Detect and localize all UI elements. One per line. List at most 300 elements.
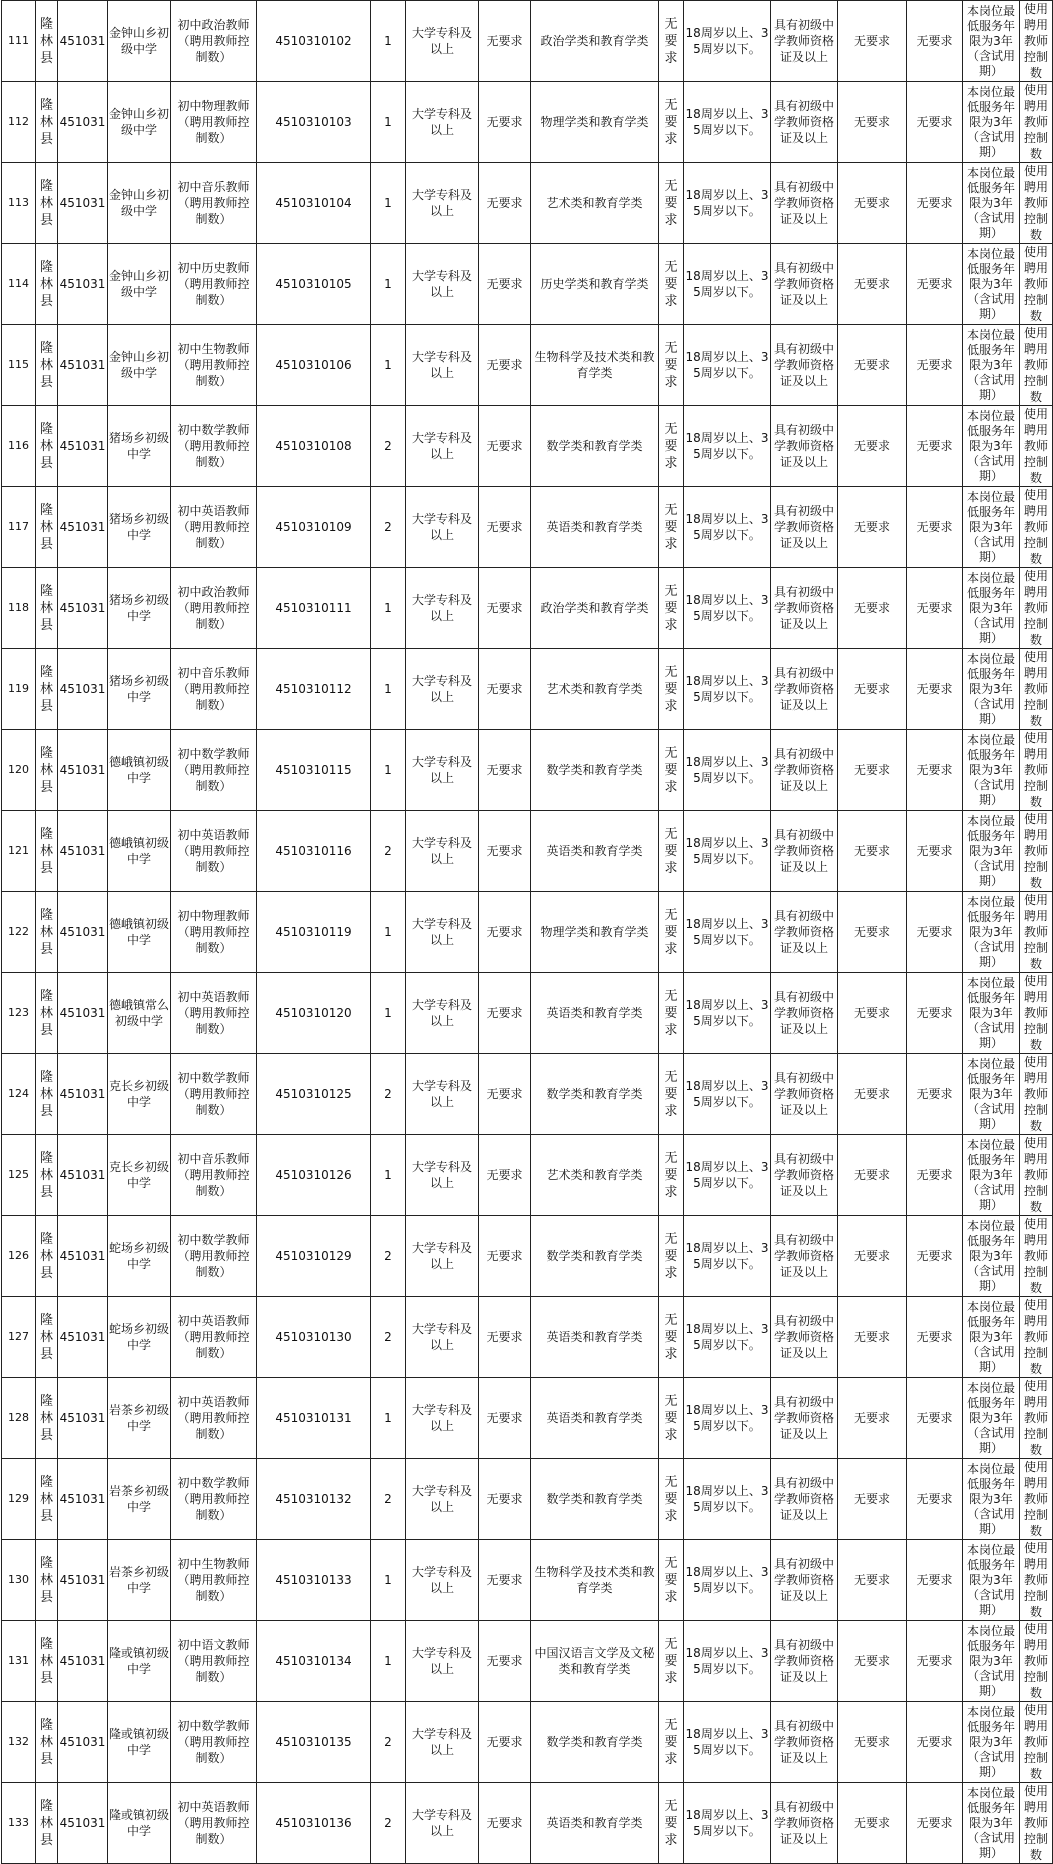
table-body: [2, 1, 1053, 1864]
post-code-cell: 4510310104: [257, 163, 371, 244]
service-years-cell: 本岗位最低服务年限为3年（含试用期）: [963, 568, 1020, 649]
table-row: [2, 1783, 1053, 1864]
experience-cell: 无要求: [838, 1054, 907, 1135]
certificate-cell: 具有初级中学教师资格证及以上: [771, 163, 838, 244]
age-cell: 18周岁以上、35周岁以下。: [684, 1297, 771, 1378]
education-cell: 大学专科及以上: [406, 1459, 479, 1540]
count-cell: 2: [371, 1783, 406, 1864]
age-cell: 18周岁以上、35周岁以下。: [684, 568, 771, 649]
unit-cell: 德峨镇初级中学: [108, 730, 171, 811]
table-row: [2, 1702, 1053, 1783]
service-years-cell: 本岗位最低服务年限为3年（含试用期）: [963, 973, 1020, 1054]
political-cell: 无要求: [659, 1, 684, 82]
education-cell: 大学专科及以上: [406, 730, 479, 811]
experience-cell: 无要求: [838, 811, 907, 892]
age-cell: 18周岁以上、35周岁以下。: [684, 1540, 771, 1621]
staffing-form-cell: 使用聘用教师控制数: [1020, 811, 1053, 892]
staffing-form-cell: 使用聘用教师控制数: [1020, 406, 1053, 487]
row-number: 130: [2, 1540, 36, 1621]
row-number: 114: [2, 244, 36, 325]
staffing-form-cell: 使用聘用教师控制数: [1020, 973, 1053, 1054]
major-cell: 英语类和教育学类: [531, 811, 659, 892]
age-cell: 18周岁以上、35周岁以下。: [684, 325, 771, 406]
certificate-cell: 具有初级中学教师资格证及以上: [771, 1459, 838, 1540]
service-years-cell: 本岗位最低服务年限为3年（含试用期）: [963, 1135, 1020, 1216]
count-cell: 1: [371, 163, 406, 244]
staffing-form-cell: 使用聘用教师控制数: [1020, 487, 1053, 568]
education-cell: 大学专科及以上: [406, 811, 479, 892]
count-cell: 2: [371, 1216, 406, 1297]
row-number: 119: [2, 649, 36, 730]
dept-code-cell: 451031: [58, 730, 108, 811]
row-number: 121: [2, 811, 36, 892]
dept-code-cell: 451031: [58, 1054, 108, 1135]
count-cell: 1: [371, 325, 406, 406]
major-cell: 政治学类和教育学类: [531, 568, 659, 649]
county-cell: 隆林县: [36, 730, 58, 811]
post-cell: 初中物理教师（聘用教师控制数）: [171, 892, 257, 973]
unit-cell: 隆或镇初级中学: [108, 1621, 171, 1702]
unit-cell: 德峨镇初级中学: [108, 892, 171, 973]
post-code-cell: 4510310115: [257, 730, 371, 811]
recruitment-table: [1, 0, 1053, 1864]
experience-cell: 无要求: [838, 1297, 907, 1378]
staffing-form-cell: 使用聘用教师控制数: [1020, 1135, 1053, 1216]
table-row: [2, 1378, 1053, 1459]
education-cell: 大学专科及以上: [406, 1621, 479, 1702]
county-cell: 隆林县: [36, 1378, 58, 1459]
post-code-cell: 4510310136: [257, 1783, 371, 1864]
post-code-cell: 4510310102: [257, 1, 371, 82]
major-cell: 数学类和教育学类: [531, 406, 659, 487]
political-cell: 无要求: [659, 1297, 684, 1378]
certificate-cell: 具有初级中学教师资格证及以上: [771, 1135, 838, 1216]
experience-cell: 无要求: [838, 568, 907, 649]
post-code-cell: 4510310135: [257, 1702, 371, 1783]
political-cell: 无要求: [659, 244, 684, 325]
table-row: [2, 649, 1053, 730]
county-cell: 隆林县: [36, 1540, 58, 1621]
post-cell: 初中英语教师（聘用教师控制数）: [171, 811, 257, 892]
dept-code-cell: 451031: [58, 1459, 108, 1540]
age-cell: 18周岁以上、35周岁以下。: [684, 892, 771, 973]
row-number: 125: [2, 1135, 36, 1216]
education-cell: 大学专科及以上: [406, 1216, 479, 1297]
count-cell: 2: [371, 1702, 406, 1783]
experience-cell: 无要求: [838, 730, 907, 811]
education-cell: 大学专科及以上: [406, 406, 479, 487]
other-cell: 无要求: [907, 487, 963, 568]
other-cell: 无要求: [907, 1702, 963, 1783]
education-cell: 大学专科及以上: [406, 649, 479, 730]
service-years-cell: 本岗位最低服务年限为3年（含试用期）: [963, 1216, 1020, 1297]
post-cell: 初中英语教师（聘用教师控制数）: [171, 973, 257, 1054]
age-cell: 18周岁以上、35周岁以下。: [684, 1783, 771, 1864]
row-number: 123: [2, 973, 36, 1054]
service-years-cell: 本岗位最低服务年限为3年（含试用期）: [963, 1297, 1020, 1378]
post-cell: 初中政治教师（聘用教师控制数）: [171, 568, 257, 649]
staffing-form-cell: 使用聘用教师控制数: [1020, 1540, 1053, 1621]
other-cell: 无要求: [907, 649, 963, 730]
post-cell: 初中数学教师（聘用教师控制数）: [171, 1216, 257, 1297]
count-cell: 1: [371, 568, 406, 649]
dept-code-cell: 451031: [58, 1540, 108, 1621]
table-row: [2, 1540, 1053, 1621]
dept-code-cell: 451031: [58, 892, 108, 973]
county-cell: 隆林县: [36, 325, 58, 406]
staffing-form-cell: 使用聘用教师控制数: [1020, 568, 1053, 649]
post-cell: 初中音乐教师（聘用教师控制数）: [171, 1135, 257, 1216]
age-cell: 18周岁以上、35周岁以下。: [684, 811, 771, 892]
education-cell: 大学专科及以上: [406, 568, 479, 649]
service-years-cell: 本岗位最低服务年限为3年（含试用期）: [963, 1459, 1020, 1540]
other-cell: 无要求: [907, 82, 963, 163]
experience-cell: 无要求: [838, 892, 907, 973]
staffing-form-cell: 使用聘用教师控制数: [1020, 244, 1053, 325]
count-cell: 1: [371, 649, 406, 730]
post-cell: 初中数学教师（聘用教师控制数）: [171, 730, 257, 811]
staffing-form-cell: 使用聘用教师控制数: [1020, 163, 1053, 244]
other-cell: 无要求: [907, 568, 963, 649]
post-cell: 初中音乐教师（聘用教师控制数）: [171, 163, 257, 244]
experience-cell: 无要求: [838, 1, 907, 82]
staffing-form-cell: 使用聘用教师控制数: [1020, 1702, 1053, 1783]
degree-cell: 无要求: [479, 406, 531, 487]
post-cell: 初中数学教师（聘用教师控制数）: [171, 406, 257, 487]
dept-code-cell: 451031: [58, 568, 108, 649]
major-cell: 艺术类和教育学类: [531, 1135, 659, 1216]
political-cell: 无要求: [659, 811, 684, 892]
age-cell: 18周岁以上、35周岁以下。: [684, 973, 771, 1054]
dept-code-cell: 451031: [58, 1297, 108, 1378]
service-years-cell: 本岗位最低服务年限为3年（含试用期）: [963, 1540, 1020, 1621]
row-number: 120: [2, 730, 36, 811]
certificate-cell: 具有初级中学教师资格证及以上: [771, 1378, 838, 1459]
count-cell: 1: [371, 1621, 406, 1702]
county-cell: 隆林县: [36, 1702, 58, 1783]
political-cell: 无要求: [659, 730, 684, 811]
political-cell: 无要求: [659, 406, 684, 487]
service-years-cell: 本岗位最低服务年限为3年（含试用期）: [963, 1621, 1020, 1702]
major-cell: 历史学类和教育学类: [531, 244, 659, 325]
service-years-cell: 本岗位最低服务年限为3年（含试用期）: [963, 406, 1020, 487]
dept-code-cell: 451031: [58, 244, 108, 325]
post-cell: 初中音乐教师（聘用教师控制数）: [171, 649, 257, 730]
certificate-cell: 具有初级中学教师资格证及以上: [771, 649, 838, 730]
unit-cell: 猪场乡初级中学: [108, 487, 171, 568]
staffing-form-cell: 使用聘用教师控制数: [1020, 1378, 1053, 1459]
certificate-cell: 具有初级中学教师资格证及以上: [771, 406, 838, 487]
dept-code-cell: 451031: [58, 487, 108, 568]
experience-cell: 无要求: [838, 1783, 907, 1864]
table-row: [2, 1054, 1053, 1135]
major-cell: 艺术类和教育学类: [531, 649, 659, 730]
age-cell: 18周岁以上、35周岁以下。: [684, 1, 771, 82]
count-cell: 1: [371, 1135, 406, 1216]
experience-cell: 无要求: [838, 1459, 907, 1540]
table-row: [2, 1621, 1053, 1702]
certificate-cell: 具有初级中学教师资格证及以上: [771, 82, 838, 163]
other-cell: 无要求: [907, 1783, 963, 1864]
post-code-cell: 4510310133: [257, 1540, 371, 1621]
unit-cell: 德峨镇常么初级中学: [108, 973, 171, 1054]
other-cell: 无要求: [907, 406, 963, 487]
row-number: 116: [2, 406, 36, 487]
dept-code-cell: 451031: [58, 82, 108, 163]
degree-cell: 无要求: [479, 1216, 531, 1297]
political-cell: 无要求: [659, 1054, 684, 1135]
post-code-cell: 4510310116: [257, 811, 371, 892]
row-number: 112: [2, 82, 36, 163]
table-row: [2, 1297, 1053, 1378]
age-cell: 18周岁以上、35周岁以下。: [684, 244, 771, 325]
unit-cell: 猪场乡初级中学: [108, 649, 171, 730]
dept-code-cell: 451031: [58, 325, 108, 406]
service-years-cell: 本岗位最低服务年限为3年（含试用期）: [963, 1702, 1020, 1783]
major-cell: 英语类和教育学类: [531, 1378, 659, 1459]
major-cell: 政治学类和教育学类: [531, 1, 659, 82]
political-cell: 无要求: [659, 892, 684, 973]
certificate-cell: 具有初级中学教师资格证及以上: [771, 1, 838, 82]
experience-cell: 无要求: [838, 244, 907, 325]
other-cell: 无要求: [907, 1135, 963, 1216]
post-code-cell: 4510310131: [257, 1378, 371, 1459]
education-cell: 大学专科及以上: [406, 1540, 479, 1621]
major-cell: 数学类和教育学类: [531, 1054, 659, 1135]
table-row: [2, 892, 1053, 973]
major-cell: 英语类和教育学类: [531, 487, 659, 568]
county-cell: 隆林县: [36, 163, 58, 244]
degree-cell: 无要求: [479, 1054, 531, 1135]
service-years-cell: 本岗位最低服务年限为3年（含试用期）: [963, 1054, 1020, 1135]
political-cell: 无要求: [659, 325, 684, 406]
age-cell: 18周岁以上、35周岁以下。: [684, 1459, 771, 1540]
degree-cell: 无要求: [479, 325, 531, 406]
major-cell: 英语类和教育学类: [531, 973, 659, 1054]
county-cell: 隆林县: [36, 1054, 58, 1135]
unit-cell: 德峨镇初级中学: [108, 811, 171, 892]
service-years-cell: 本岗位最低服务年限为3年（含试用期）: [963, 892, 1020, 973]
count-cell: 1: [371, 82, 406, 163]
post-code-cell: 4510310134: [257, 1621, 371, 1702]
row-number: 127: [2, 1297, 36, 1378]
staffing-form-cell: 使用聘用教师控制数: [1020, 325, 1053, 406]
other-cell: 无要求: [907, 163, 963, 244]
political-cell: 无要求: [659, 973, 684, 1054]
political-cell: 无要求: [659, 1621, 684, 1702]
count-cell: 1: [371, 730, 406, 811]
table-row: [2, 244, 1053, 325]
political-cell: 无要求: [659, 1378, 684, 1459]
other-cell: 无要求: [907, 973, 963, 1054]
major-cell: 艺术类和教育学类: [531, 163, 659, 244]
unit-cell: 岩茶乡初级中学: [108, 1378, 171, 1459]
political-cell: 无要求: [659, 1459, 684, 1540]
table-row: [2, 1459, 1053, 1540]
certificate-cell: 具有初级中学教师资格证及以上: [771, 1702, 838, 1783]
other-cell: 无要求: [907, 1, 963, 82]
count-cell: 1: [371, 1, 406, 82]
county-cell: 隆林县: [36, 1297, 58, 1378]
degree-cell: 无要求: [479, 1783, 531, 1864]
staffing-form-cell: 使用聘用教师控制数: [1020, 1054, 1053, 1135]
degree-cell: 无要求: [479, 568, 531, 649]
post-code-cell: 4510310106: [257, 325, 371, 406]
certificate-cell: 具有初级中学教师资格证及以上: [771, 1783, 838, 1864]
unit-cell: 隆或镇初级中学: [108, 1783, 171, 1864]
unit-cell: 金钟山乡初级中学: [108, 325, 171, 406]
county-cell: 隆林县: [36, 1216, 58, 1297]
staffing-form-cell: 使用聘用教师控制数: [1020, 1459, 1053, 1540]
unit-cell: 隆或镇初级中学: [108, 1702, 171, 1783]
education-cell: 大学专科及以上: [406, 1702, 479, 1783]
row-number: 128: [2, 1378, 36, 1459]
row-number: 133: [2, 1783, 36, 1864]
education-cell: 大学专科及以上: [406, 325, 479, 406]
post-cell: 初中英语教师（聘用教师控制数）: [171, 1378, 257, 1459]
county-cell: 隆林县: [36, 892, 58, 973]
major-cell: 物理学类和教育学类: [531, 82, 659, 163]
row-number: 113: [2, 163, 36, 244]
post-code-cell: 4510310112: [257, 649, 371, 730]
political-cell: 无要求: [659, 1216, 684, 1297]
age-cell: 18周岁以上、35周岁以下。: [684, 1702, 771, 1783]
degree-cell: 无要求: [479, 973, 531, 1054]
other-cell: 无要求: [907, 1459, 963, 1540]
age-cell: 18周岁以上、35周岁以下。: [684, 1621, 771, 1702]
table-row: [2, 730, 1053, 811]
post-cell: 初中英语教师（聘用教师控制数）: [171, 487, 257, 568]
experience-cell: 无要求: [838, 487, 907, 568]
post-code-cell: 4510310105: [257, 244, 371, 325]
certificate-cell: 具有初级中学教师资格证及以上: [771, 1297, 838, 1378]
experience-cell: 无要求: [838, 406, 907, 487]
service-years-cell: 本岗位最低服务年限为3年（含试用期）: [963, 730, 1020, 811]
dept-code-cell: 451031: [58, 1702, 108, 1783]
experience-cell: 无要求: [838, 1621, 907, 1702]
certificate-cell: 具有初级中学教师资格证及以上: [771, 1621, 838, 1702]
post-cell: 初中历史教师（聘用教师控制数）: [171, 244, 257, 325]
county-cell: 隆林县: [36, 82, 58, 163]
age-cell: 18周岁以上、35周岁以下。: [684, 1378, 771, 1459]
dept-code-cell: 451031: [58, 163, 108, 244]
count-cell: 1: [371, 1378, 406, 1459]
row-number: 131: [2, 1621, 36, 1702]
degree-cell: 无要求: [479, 1621, 531, 1702]
service-years-cell: 本岗位最低服务年限为3年（含试用期）: [963, 82, 1020, 163]
row-number: 118: [2, 568, 36, 649]
degree-cell: 无要求: [479, 730, 531, 811]
major-cell: 物理学类和教育学类: [531, 892, 659, 973]
education-cell: 大学专科及以上: [406, 487, 479, 568]
county-cell: 隆林县: [36, 1, 58, 82]
political-cell: 无要求: [659, 1783, 684, 1864]
certificate-cell: 具有初级中学教师资格证及以上: [771, 244, 838, 325]
row-number: 117: [2, 487, 36, 568]
county-cell: 隆林县: [36, 1135, 58, 1216]
unit-cell: 金钟山乡初级中学: [108, 82, 171, 163]
degree-cell: 无要求: [479, 1459, 531, 1540]
county-cell: 隆林县: [36, 568, 58, 649]
count-cell: 2: [371, 1054, 406, 1135]
major-cell: 数学类和教育学类: [531, 1216, 659, 1297]
certificate-cell: 具有初级中学教师资格证及以上: [771, 730, 838, 811]
county-cell: 隆林县: [36, 1459, 58, 1540]
table-row: [2, 325, 1053, 406]
staffing-form-cell: 使用聘用教师控制数: [1020, 1297, 1053, 1378]
post-cell: 初中政治教师（聘用教师控制数）: [171, 1, 257, 82]
degree-cell: 无要求: [479, 244, 531, 325]
staffing-form-cell: 使用聘用教师控制数: [1020, 730, 1053, 811]
degree-cell: 无要求: [479, 1297, 531, 1378]
political-cell: 无要求: [659, 649, 684, 730]
post-code-cell: 4510310130: [257, 1297, 371, 1378]
age-cell: 18周岁以上、35周岁以下。: [684, 487, 771, 568]
dept-code-cell: 451031: [58, 649, 108, 730]
post-code-cell: 4510310129: [257, 1216, 371, 1297]
age-cell: 18周岁以上、35周岁以下。: [684, 1216, 771, 1297]
degree-cell: 无要求: [479, 1378, 531, 1459]
unit-cell: 蛇场乡初级中学: [108, 1297, 171, 1378]
count-cell: 1: [371, 892, 406, 973]
dept-code-cell: 451031: [58, 1, 108, 82]
education-cell: 大学专科及以上: [406, 1135, 479, 1216]
unit-cell: 金钟山乡初级中学: [108, 163, 171, 244]
certificate-cell: 具有初级中学教师资格证及以上: [771, 811, 838, 892]
experience-cell: 无要求: [838, 1216, 907, 1297]
row-number: 132: [2, 1702, 36, 1783]
table-row: [2, 1216, 1053, 1297]
certificate-cell: 具有初级中学教师资格证及以上: [771, 1054, 838, 1135]
age-cell: 18周岁以上、35周岁以下。: [684, 1135, 771, 1216]
dept-code-cell: 451031: [58, 811, 108, 892]
unit-cell: 克长乡初级中学: [108, 1135, 171, 1216]
experience-cell: 无要求: [838, 973, 907, 1054]
unit-cell: 克长乡初级中学: [108, 1054, 171, 1135]
staffing-form-cell: 使用聘用教师控制数: [1020, 649, 1053, 730]
education-cell: 大学专科及以上: [406, 892, 479, 973]
education-cell: 大学专科及以上: [406, 1783, 479, 1864]
dept-code-cell: 451031: [58, 973, 108, 1054]
county-cell: 隆林县: [36, 649, 58, 730]
major-cell: 中国汉语言文学及文秘类和教育学类: [531, 1621, 659, 1702]
major-cell: 生物科学及技术类和教育学类: [531, 325, 659, 406]
dept-code-cell: 451031: [58, 1378, 108, 1459]
staffing-form-cell: 使用聘用教师控制数: [1020, 892, 1053, 973]
other-cell: 无要求: [907, 1621, 963, 1702]
county-cell: 隆林县: [36, 1783, 58, 1864]
dept-code-cell: 451031: [58, 1216, 108, 1297]
service-years-cell: 本岗位最低服务年限为3年（含试用期）: [963, 1, 1020, 82]
certificate-cell: 具有初级中学教师资格证及以上: [771, 973, 838, 1054]
age-cell: 18周岁以上、35周岁以下。: [684, 649, 771, 730]
count-cell: 2: [371, 1297, 406, 1378]
dept-code-cell: 451031: [58, 1621, 108, 1702]
unit-cell: 金钟山乡初级中学: [108, 244, 171, 325]
row-number: 111: [2, 1, 36, 82]
other-cell: 无要求: [907, 1378, 963, 1459]
unit-cell: 岩茶乡初级中学: [108, 1459, 171, 1540]
table-row: [2, 487, 1053, 568]
other-cell: 无要求: [907, 730, 963, 811]
post-code-cell: 4510310125: [257, 1054, 371, 1135]
staffing-form-cell: 使用聘用教师控制数: [1020, 1621, 1053, 1702]
education-cell: 大学专科及以上: [406, 1378, 479, 1459]
political-cell: 无要求: [659, 82, 684, 163]
unit-cell: 蛇场乡初级中学: [108, 1216, 171, 1297]
major-cell: 生物科学及技术类和教育学类: [531, 1540, 659, 1621]
unit-cell: 猪场乡初级中学: [108, 568, 171, 649]
